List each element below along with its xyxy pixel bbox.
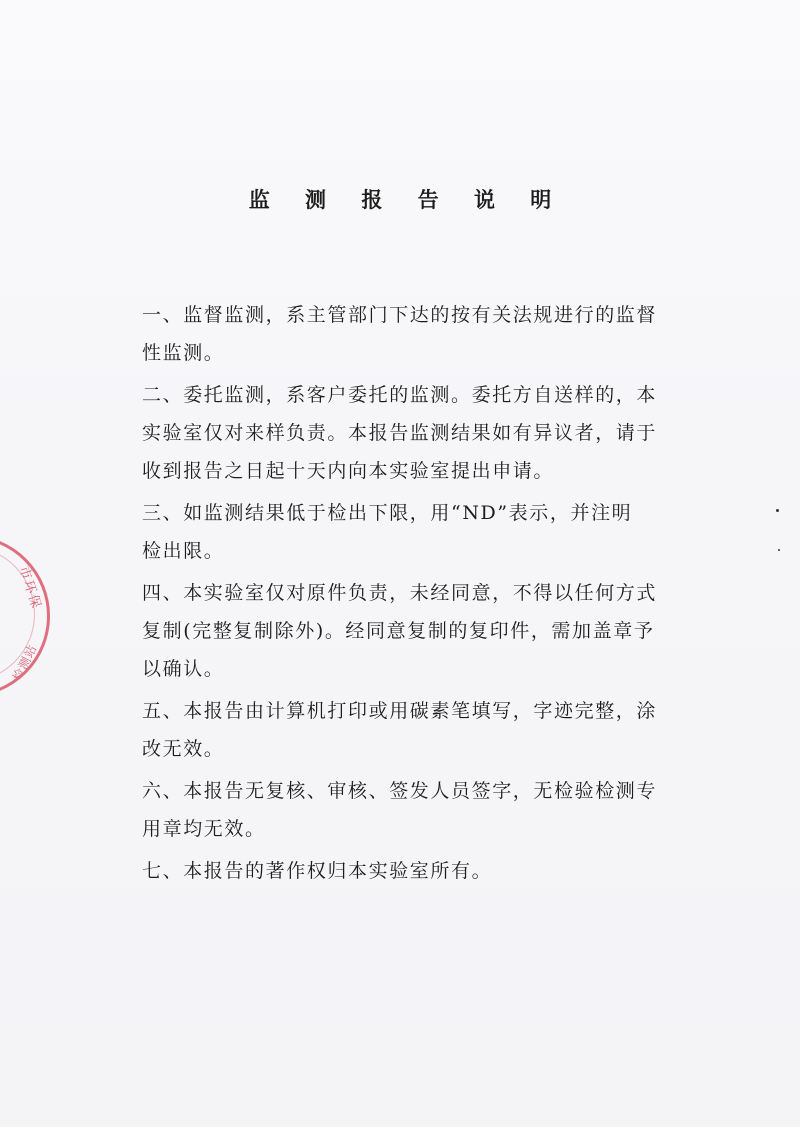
clause-line: 以确认。 — [142, 658, 225, 680]
clause-7 — [142, 852, 702, 890]
page-title: 监 测 报 告 说 明 — [248, 187, 566, 212]
clause-line: 五、本报告由计算机打印或用碳素笔填写，字迹完整，涂 — [142, 700, 658, 722]
clause-line: 三、如监测结果低于检出下限，用“ND”表示，并注明 — [142, 502, 633, 524]
clause-6 — [142, 772, 702, 848]
scan-speck — [776, 509, 779, 512]
clause-1 — [142, 296, 702, 372]
clause-line: 二、委托监测，系客户委托的监测。委托方自送样的，本 — [142, 384, 658, 406]
clause-line: 实验室仅对来样负责。本报告监测结果如有异议者，请于 — [142, 422, 658, 444]
clause-line: 改无效。 — [142, 738, 225, 760]
clause-list — [142, 296, 702, 894]
clause-line: 检出限。 — [142, 540, 225, 562]
clause-line: 收到报告之日起十天内向本实验室提出申请。 — [142, 460, 555, 482]
clause-line: 六、本报告无复核、审核、签发人员签字，无检验检测专 — [142, 780, 658, 802]
seal-text-bottom: 检测站 — [10, 642, 40, 684]
scan-speck — [778, 549, 780, 551]
red-seal-stamp — [0, 535, 50, 697]
clause-line: 七、本报告的著作权归本实验室所有。 — [142, 860, 493, 882]
clause-5 — [142, 692, 702, 768]
clause-4 — [142, 574, 702, 688]
clause-line: 用章均无效。 — [142, 818, 266, 840]
clause-line: 性监测。 — [142, 342, 225, 364]
clause-3 — [142, 494, 702, 570]
clause-line: 四、本实验室仅对原件负责，未经同意，不得以任何方式 — [142, 582, 658, 604]
seal-text-top: 市环保 — [15, 564, 44, 612]
clause-line: 复制(完整复制除外)。经同意复制的复印件，需加盖章予 — [142, 620, 655, 642]
clause-line: 一、监督监测，系主管部门下达的按有关法规进行的监督 — [142, 304, 658, 326]
clause-2 — [142, 376, 702, 490]
